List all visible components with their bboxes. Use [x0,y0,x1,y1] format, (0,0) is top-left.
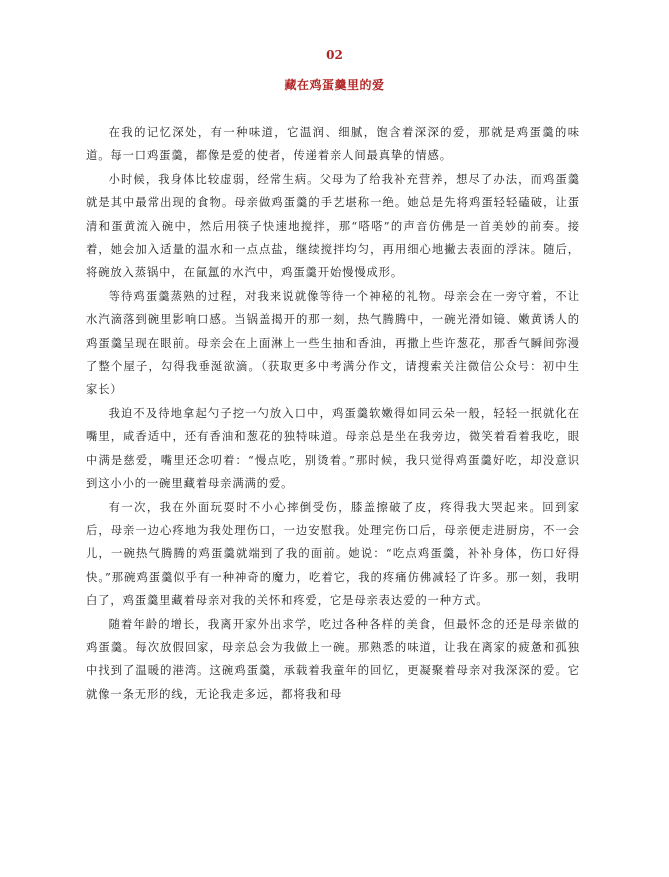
paragraph: 有一次，我在外面玩耍时不小心摔倒受伤，膝盖擦破了皮，疼得我大哭起来。回到家后，母亲一边心疼地为我处理伤口，一边安慰我。处理完伤口后，母亲便走进厨房，不一会儿，一碗热气腾腾的鸡蛋羹就端到了我的面前。她说：“吃点鸡蛋羹，补补身体，伤口好得快。”那碗鸡蛋羹似乎有一种神奇的魔力，吃着它，我的疼痛仿佛减轻了许多。那一刻，我明白了，鸡蛋羹里藏着母亲对我的关怀和疼爱，它是母亲表达爱的一种方式。 [86,500,580,608]
article-title: 藏在鸡蛋羹里的爱 [284,78,385,92]
paragraph: 在我的记忆深处，有一种味道，它温润、细腻，饱含着深深的爱，那就是鸡蛋羹的味道。每一口鸡蛋羹，都像是爱的使者，传递着亲人间最真挚的情感。 [86,126,580,163]
paragraph: 等待鸡蛋羹蒸熟的过程，对我来说就像等待一个神秘的礼物。母亲会在一旁守着，不让水汽滴落到碗里影响口感。当锅盖揭开的那一刻，热气腾腾中，一碗光滑如镜、嫩黄诱人的鸡蛋羹呈现在眼前。母亲会在上面淋上一些生抽和香油，再撒上些许葱花，那香气瞬间弥漫了整个屋子，勾得我垂涎欲滴。（获取更多中考满分作文，请搜索关注微信公众号：初中生家长） [86,289,580,397]
article-number: 02 [326,48,343,62]
paragraph: 随着年龄的增长，我离开家外出求学，吃过各种各样的美食，但最怀念的还是母亲做的鸡蛋羹。每次放假回家，母亲总会为我做上一碗。那熟悉的味道，让我在离家的疲惫和孤独中找到了温暖的港湾。这碗鸡蛋羹，承载着我童年的回忆，更凝聚着母亲对我深深的爱。它就像一条无形的线，无论我走多远，都将我和母 [86,617,580,701]
paragraph: 小时候，我身体比较虚弱，经常生病。父母为了给我补充营养，想尽了办法，而鸡蛋羹就是其中最常出现的食物。母亲做鸡蛋羹的手艺堪称一绝。她总是先将鸡蛋轻轻磕破，让蛋清和蛋黄流入碗中，然后用筷子快速地搅拌，那“嗒嗒”的声音仿佛是一首美妙的前奏。接着，她会加入适量的温水和一点点盐，继续搅拌均匀，再用细心地撇去表面的浮沫。随后，将碗放入蒸锅中，在氤氲的水汽中，鸡蛋羹开始慢慢成形。 [86,172,580,280]
article-body [86,121,580,706]
paragraph: 我迫不及待地拿起勺子挖一勺放入口中，鸡蛋羹软嫩得如同云朵一般，轻轻一抿就化在嘴里，咸香适中，还有香油和葱花的独特味道。母亲总是坐在我旁边，微笑着看着我吃，眼中满是慈爱，嘴里还念叨着：“慢点吃，别烫着。”那时候，我只觉得鸡蛋羹好吃，却没意识到这小小的一碗里藏着母亲满满的爱。 [86,406,580,491]
